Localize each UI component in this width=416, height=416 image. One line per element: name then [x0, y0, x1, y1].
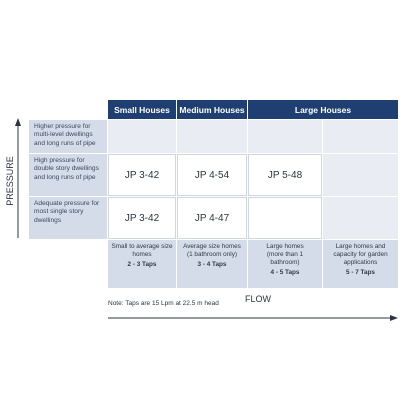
- cell-r3-c1: JP 3-42: [108, 197, 176, 239]
- footer-taps: 2 - 3 Taps: [127, 261, 157, 268]
- x-axis-arrowhead: [390, 315, 398, 321]
- cell-r2-c2: JP 4-54: [177, 154, 247, 196]
- footer-desc: Small to average size homes: [111, 243, 173, 258]
- cell-r2-c1: JP 3-42: [108, 154, 176, 196]
- col-header-large: Large Houses: [248, 100, 398, 119]
- cell-r1-c2: [177, 120, 247, 153]
- taps-note: Note: Taps are 15 Lpm at 22.5 m head: [108, 300, 219, 307]
- cell-r2-c3: JP 5-48: [248, 154, 322, 196]
- cell-r1-c4: [323, 120, 398, 153]
- footer-taps: 5 - 7 Taps: [345, 269, 375, 276]
- cell-r1-c1: [108, 120, 176, 153]
- y-axis-label: PRESSURE: [5, 156, 15, 206]
- row-label-adequate-pressure: Adequate pressure for most single story dwellings: [29, 197, 107, 239]
- footer-desc: Average size homes (1 bathroom only): [183, 243, 241, 258]
- row-label-higher-pressure: Higher pressure for multi-level dwellings and long runs of pipe: [29, 120, 107, 153]
- footer-cell-medium: [177, 240, 247, 288]
- footer-cell-small: [108, 240, 176, 288]
- footer-desc: Large homes and capacity for garden applications: [333, 243, 388, 266]
- cell-r3-c3: [248, 197, 322, 239]
- row-label-high-pressure: High pressure for double story dwellings and long runs of pipe: [29, 154, 107, 196]
- col-header-medium: Medium Houses: [177, 100, 247, 119]
- col-header-small: Small Houses: [108, 100, 176, 119]
- x-axis-label: FLOW: [245, 294, 271, 304]
- cell-r3-c2: JP 4-47: [177, 197, 247, 239]
- cell-r1-c3: [248, 120, 322, 153]
- footer-cell-extra-large: [323, 240, 398, 288]
- footer-taps: 3 - 4 Taps: [197, 261, 227, 268]
- footer-taps: 4 - 5 Taps: [270, 269, 300, 276]
- footer-desc: Large homes (more than 1 bathroom): [266, 243, 304, 266]
- y-axis-arrowhead: [15, 118, 21, 126]
- cell-r3-c4: [323, 197, 398, 239]
- cell-r2-c4: [323, 154, 398, 196]
- footer-cell-large: [248, 240, 322, 288]
